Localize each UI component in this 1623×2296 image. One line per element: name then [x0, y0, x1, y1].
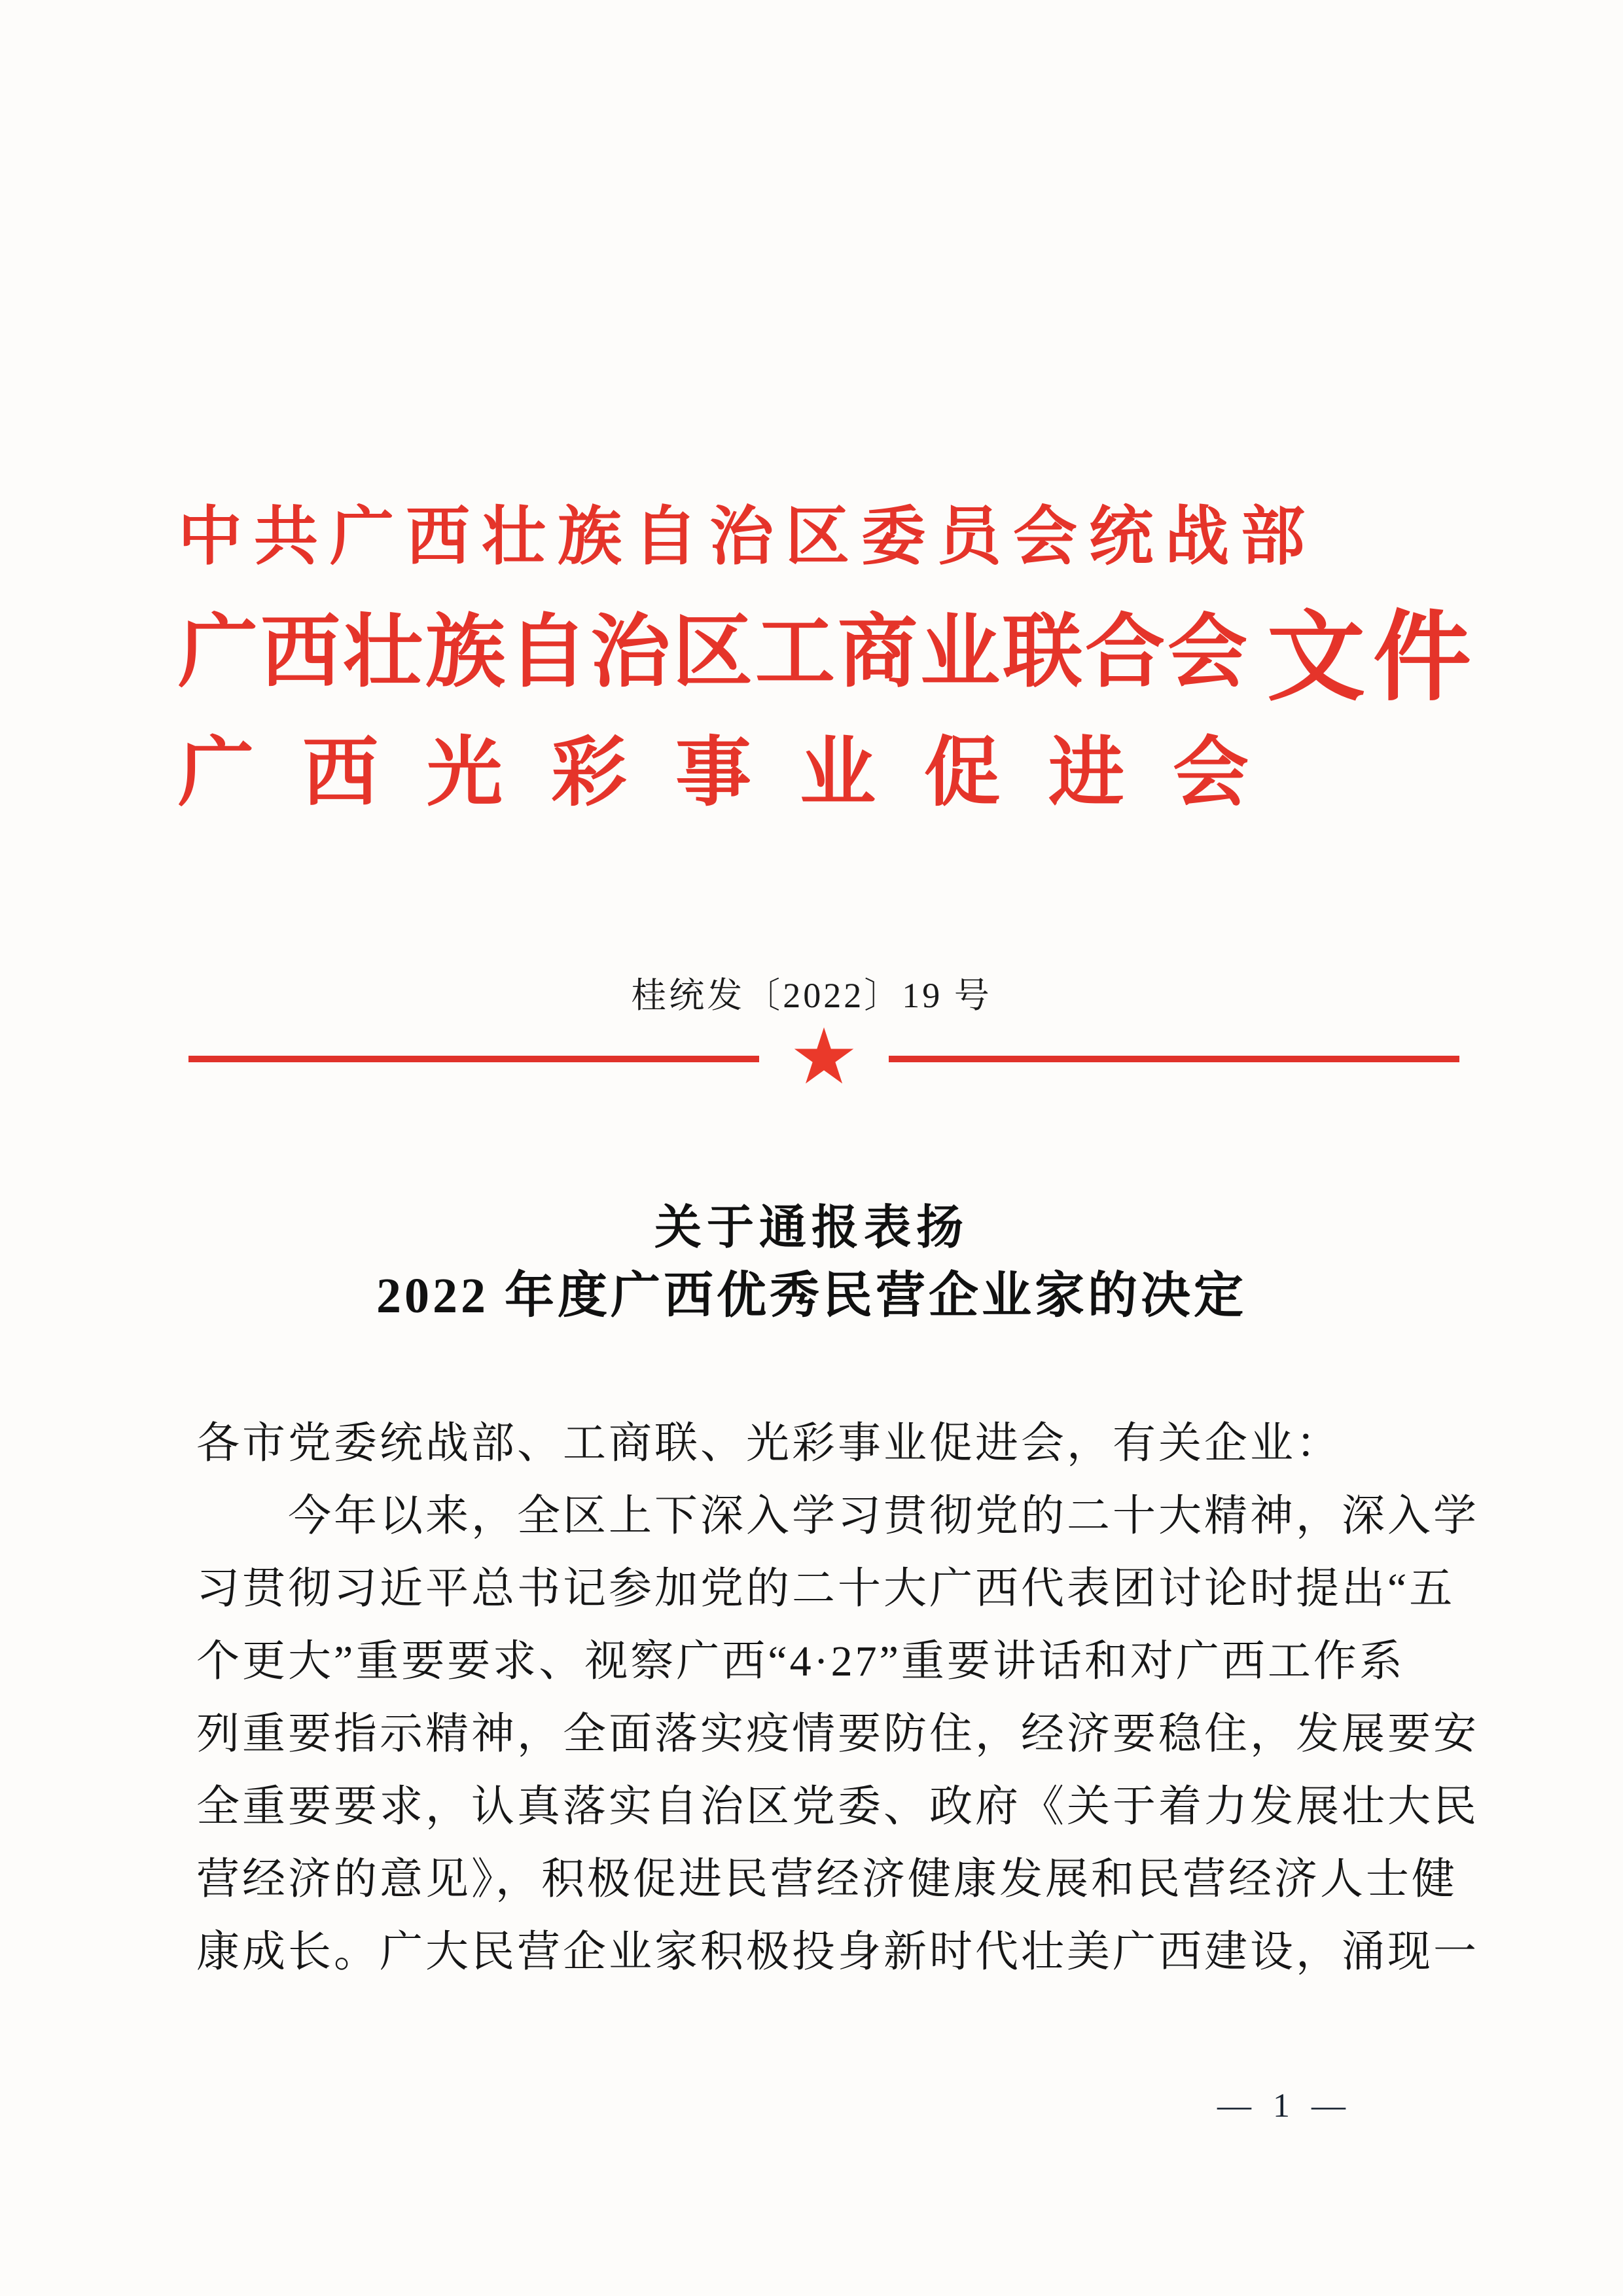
letterhead [178, 502, 1479, 816]
page-number: — 1 — [1217, 2087, 1352, 2125]
salutation-line: 各市党委统战部、工商联、光彩事业促进会，有关企业： [196, 1420, 1342, 1467]
body-line: 全重要要求，认真落实自治区党委、政府《关于着力发展壮大民 [196, 1783, 1479, 1831]
title-line-1: 关于通报表扬 [654, 1202, 969, 1254]
star-icon: ★ [789, 1011, 859, 1102]
body-line: 个更大”重要要求、视察广西“4·27”重要讲话和对广西工作系 [196, 1638, 1405, 1685]
document-title [0, 1204, 1623, 1321]
org-line-federation-industry-commerce: 广西壮族自治区工商业联合会 [178, 609, 1250, 697]
red-divider-rule [188, 1011, 1459, 1102]
red-rule-left-segment [188, 1056, 759, 1062]
document-reference-number: 桂统发〔2022〕19 号 [631, 976, 992, 1015]
body-line: 康成长。广大民营企业家积极投身新时代壮美广西建设，涌现一 [196, 1928, 1479, 1976]
org-line-united-front-dept: 中共广西壮族自治区委员会统战部 [178, 502, 1317, 573]
red-rule-right-segment [889, 1056, 1459, 1062]
body-line: 习贯彻习近平总书记参加党的二十大广西代表团讨论时提出“五 [196, 1565, 1455, 1613]
body-line: 营经济的意见》，积极促进民营经济健康发展和民营经济人士健 [196, 1856, 1457, 1903]
title-line-2: 2022 年度广西优秀民营企业家的决定 [376, 1268, 1247, 1323]
issuing-organizations [178, 502, 1317, 816]
org-line-guangcai-association: 广西光彩事业促进会 [178, 732, 1297, 816]
body-line: 列重要指示精神，全面落实疫情要防住，经济要稳住，发展要安 [196, 1710, 1479, 1758]
document-body [196, 1407, 1479, 1988]
document-label: 文件 [1266, 604, 1479, 713]
body-line: 今年以来，全区上下深入学习贯彻党的二十大精神，深入学 [196, 1492, 1479, 1540]
